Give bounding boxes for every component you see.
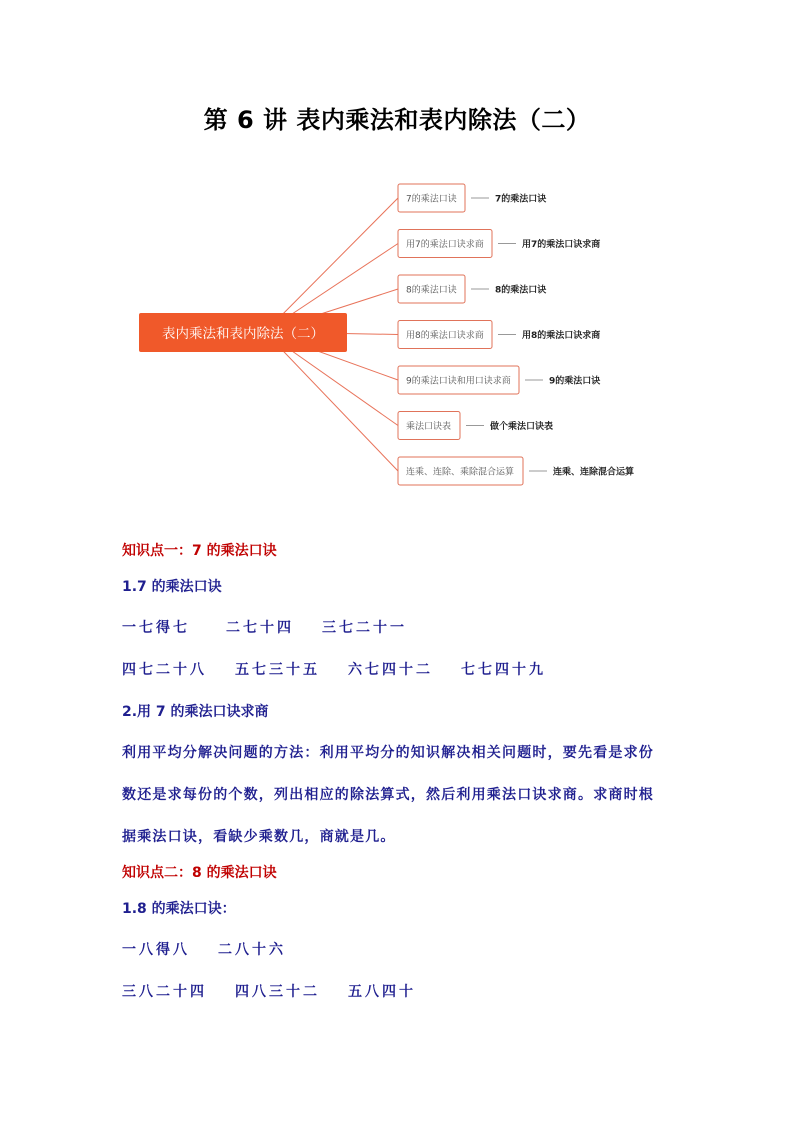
mind-map-root-node	[139, 313, 347, 352]
mind-map-diagram	[0, 170, 794, 500]
leaf-label: 8的乘法口诀	[495, 285, 547, 296]
section-heading-1: 知识点一：7 的乘法口诀	[122, 543, 277, 559]
leaf-label: 7的乘法口诀	[495, 194, 547, 205]
subheading-8-table: 1.8 的乘法口诀：	[122, 901, 236, 917]
subheading-7-division: 2.用 7 的乘法口诀求商	[122, 704, 269, 720]
branch-label: 7的乘法口诀	[406, 194, 457, 205]
mind-map-branch	[398, 184, 547, 212]
leaf-label: 9的乘法口诀	[549, 376, 601, 387]
mnemonic-item: 一八得八	[122, 942, 190, 958]
mnemonic-item: 三八二十四	[122, 984, 207, 1000]
mnemonic-item: 四七二十八	[122, 662, 207, 678]
leaf-label: 连乘、连除混合运算	[553, 467, 635, 478]
mnemonic-row-7a	[122, 617, 407, 637]
section-heading-2: 知识点二：8 的乘法口诀	[122, 865, 277, 881]
paragraph-line: 数还是求每份的个数，列出相应的除法算式，然后利用乘法口诀求商。求商时根	[122, 787, 654, 803]
branch-connector	[265, 332, 398, 471]
leaf-label: 用7的乘法口诀求商	[522, 240, 601, 250]
mnemonic-row-7b	[122, 659, 546, 679]
leaf-label: 用8的乘法口诀求商	[522, 331, 601, 341]
mnemonic-item: 二七十四	[226, 620, 294, 636]
branch-label: 8的乘法口诀	[406, 285, 457, 296]
mind-map-branch	[398, 321, 600, 349]
mnemonic-item: 五七三十五	[235, 662, 320, 678]
mind-map-branch	[398, 412, 553, 440]
mnemonic-item: 七七四十九	[461, 662, 546, 678]
branch-connector	[265, 198, 398, 332]
subheading-7-table: 1.7 的乘法口诀	[122, 579, 222, 595]
mnemonic-item: 三七二十一	[322, 620, 407, 636]
leaf-label: 做个乘法口诀表	[490, 422, 554, 432]
branch-label: 用8的乘法口诀求商	[406, 331, 484, 341]
mind-map-branch	[398, 275, 547, 303]
mind-map-branch	[398, 366, 601, 394]
page-title: 第 6 讲 表内乘法和表内除法（二）	[203, 106, 591, 134]
paragraph-line: 据乘法口诀，看缺少乘数几，商就是几。	[122, 829, 396, 845]
mind-map-branches	[398, 184, 634, 485]
mnemonic-item: 四八三十二	[235, 984, 320, 1000]
mnemonic-item: 六七四十二	[348, 662, 433, 678]
root-node-label: 表内乘法和表内除法（二）	[162, 326, 324, 342]
mnemonic-row-8a	[122, 939, 286, 959]
mnemonic-item: 二八十六	[218, 942, 286, 958]
mnemonic-item: 五八四十	[348, 984, 416, 1000]
mind-map-branch	[398, 230, 600, 258]
mnemonic-row-8b	[122, 981, 416, 1001]
branch-label: 连乘、连除、乘除混合运算	[406, 467, 515, 478]
mind-map-branch	[398, 457, 634, 485]
mnemonic-item: 一七得七	[122, 620, 190, 636]
branch-label: 乘法口诀表	[406, 422, 452, 432]
branch-label: 9的乘法口诀和用口诀求商	[406, 376, 511, 387]
paragraph-line: 利用平均分解决问题的方法：利用平均分的知识解决相关问题时，要先看是求份	[122, 745, 654, 761]
branch-label: 用7的乘法口诀求商	[406, 240, 484, 250]
